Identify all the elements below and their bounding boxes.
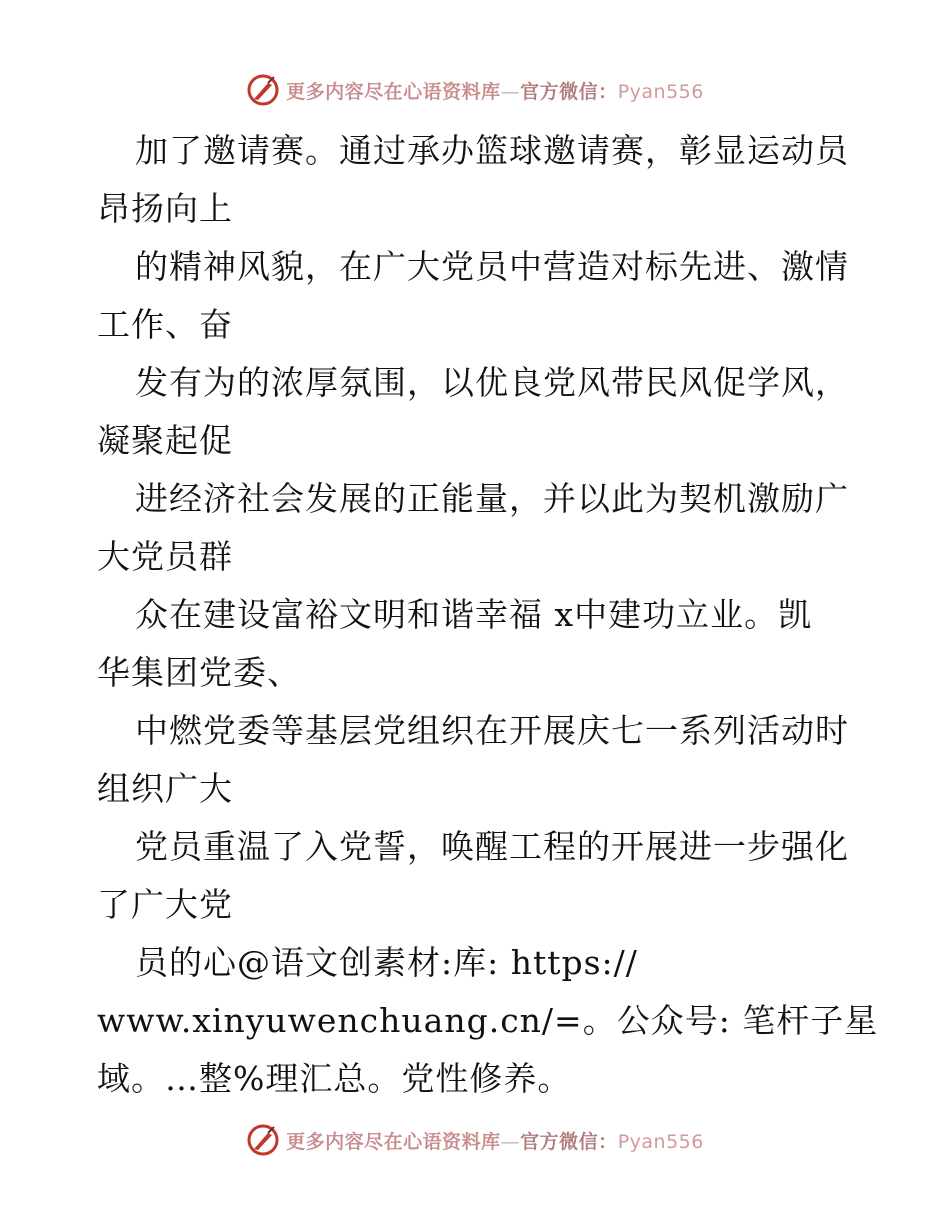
quill-pen-logo-icon: [246, 73, 280, 107]
body-line: www.xinyuwenchuang.cn/=。公众号: 笔杆子星: [97, 1001, 879, 1040]
body-line: 工作、奋: [97, 305, 233, 344]
header-banner-label: 官方微信：: [520, 80, 618, 103]
body-line: 华集团党委、: [97, 653, 301, 692]
body-line: 组织广大: [97, 769, 233, 808]
footer-banner: [0, 1120, 950, 1160]
footer-banner-separator: —: [500, 1130, 521, 1153]
body-line: 的精神风貌，在广大党员中营造对标先进、激情: [135, 247, 849, 286]
body-line: 进经济社会发展的正能量，并以此为契机激励广: [135, 479, 849, 518]
body-line: 中燃党委等基层党组织在开展庆七一系列活动时: [135, 711, 849, 750]
header-banner-separator: —: [500, 80, 521, 103]
body-line: 凝聚起促: [97, 421, 233, 460]
header-banner-text: [286, 77, 704, 104]
body-line: 加了邀请赛。通过承办篮球邀请赛，彰显运动员: [135, 131, 849, 170]
body-line: 发有为的浓厚氛围，以优良党风带民风促学风，: [135, 363, 849, 402]
document-body: [97, 122, 879, 1108]
footer-banner-text: [286, 1127, 704, 1154]
header-banner-main: 更多内容尽在心语资料库: [286, 80, 501, 103]
footer-banner-label: 官方微信：: [520, 1130, 618, 1153]
body-line: 了广大党: [97, 885, 233, 924]
footer-banner-handle: Pyan556: [617, 1130, 704, 1153]
body-line: 域。…整%理汇总。党性修养。: [97, 1059, 572, 1098]
footer-banner-main: 更多内容尽在心语资料库: [286, 1130, 501, 1153]
quill-pen-logo-icon: [246, 1123, 280, 1157]
header-banner-handle: Pyan556: [617, 80, 704, 103]
body-line: 众在建设富裕文明和谐幸福 x中建功立业。凯: [135, 595, 813, 634]
body-line: 大党员群: [97, 537, 233, 576]
body-line: 党员重温了入党誓，唤醒工程的开展进一步强化: [135, 827, 849, 866]
header-banner: [0, 70, 950, 110]
body-line: 员的心@语文创素材:库: https://: [135, 943, 638, 982]
body-line: 昂扬向上: [97, 189, 233, 228]
